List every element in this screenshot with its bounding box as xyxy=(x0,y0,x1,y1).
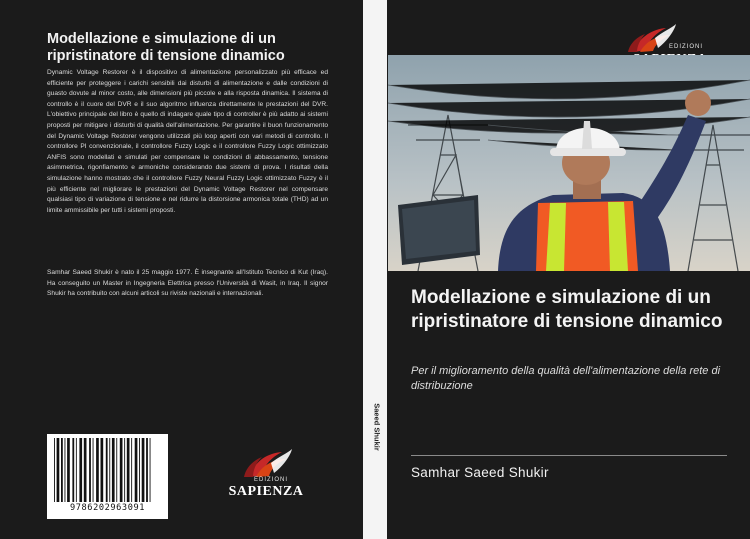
book-description: Dynamic Voltage Restorer è il dispositivo di alimentazione personalizzato più efficace ed efficiente per proteggere i carichi sensibili dai disturbi di alimentazione e dalle condizioni di guasto dovute al minor costo, alle dimensioni più piccole e alla risposta dinamica. Il sistema di controllo è il cuore del DVR e il suo algoritmo influenza direttamente le prestazioni del DVR. L'obiettivo principale del libro è quello di indagare quale tipo di controller è più adatto ai sistemi proposti per mitigare i disturbi di qualità dell'alimentazione. Per garantire il buon funzionamento del Dynamic Voltage Restorer vengono utilizzati più loop aperti con vari metodi di controllo. Il controllore PI convenzionale, il controllore Fuzzy Logic e il controllore Fuzzy Logic ottimizzato ANFIS sono modellati e simulati per compensare le condizioni di abbassamento, tensione asimmetrica, rigonfiamento e armoniche considerando due sistemi di prova. I risultati della simulazione hanno mostrato che il controllore Fuzzy Neural Fuzzy Logic ottimizzato Fuzzy è il più efficiente nel migliorare le prestazioni del Dynamic Voltage Restorer nel compensare qualsiasi tipo di variazione di tensione e nel ridurre la distorsione armonica totale (THD) ad un limite ammissibile per tutti i sistemi proposti. xyxy=(47,69,328,214)
publisher-logo-back xyxy=(216,443,316,503)
publisher-name: SAPIENZA xyxy=(228,484,304,499)
barcode-icon xyxy=(53,438,162,502)
spine-author: Saeed Shukir xyxy=(372,403,382,451)
publisher-small-text: EDIZIONI xyxy=(668,44,703,50)
author-biography: Samhar Saeed Shukir è nato il 25 maggio 1977. È insegnante all'Istituto Tecnico di Kut (Iraq). Ha conseguito un Master in Ingegneria Elettrica presso l'Università di Wasit, in Iraq. Il signor Shukir ha contribuito con alcuni articoli su riviste nazionali e internazionali. xyxy=(47,269,328,298)
spine xyxy=(363,0,387,539)
cover-photo-engineer xyxy=(388,55,750,271)
front-cover xyxy=(387,0,750,539)
isbn-barcode xyxy=(47,434,168,519)
isbn-number: 9786202963091 xyxy=(69,503,146,513)
front-cover-author: Samhar Saeed Shukir xyxy=(411,465,549,480)
back-cover xyxy=(0,0,363,539)
front-cover-title: Modellazione e simulazione di un ripristinatore di tensione dinamico xyxy=(411,287,723,332)
back-cover-title: Modellazione e simulazione di un ripristinatore di tensione dinamico xyxy=(47,31,285,64)
front-cover-subtitle: Per il miglioramento della qualità dell'alimentazione della rete di distribuzione xyxy=(411,365,721,392)
divider xyxy=(411,455,727,456)
publisher-small-text: EDIZIONI xyxy=(253,477,288,483)
